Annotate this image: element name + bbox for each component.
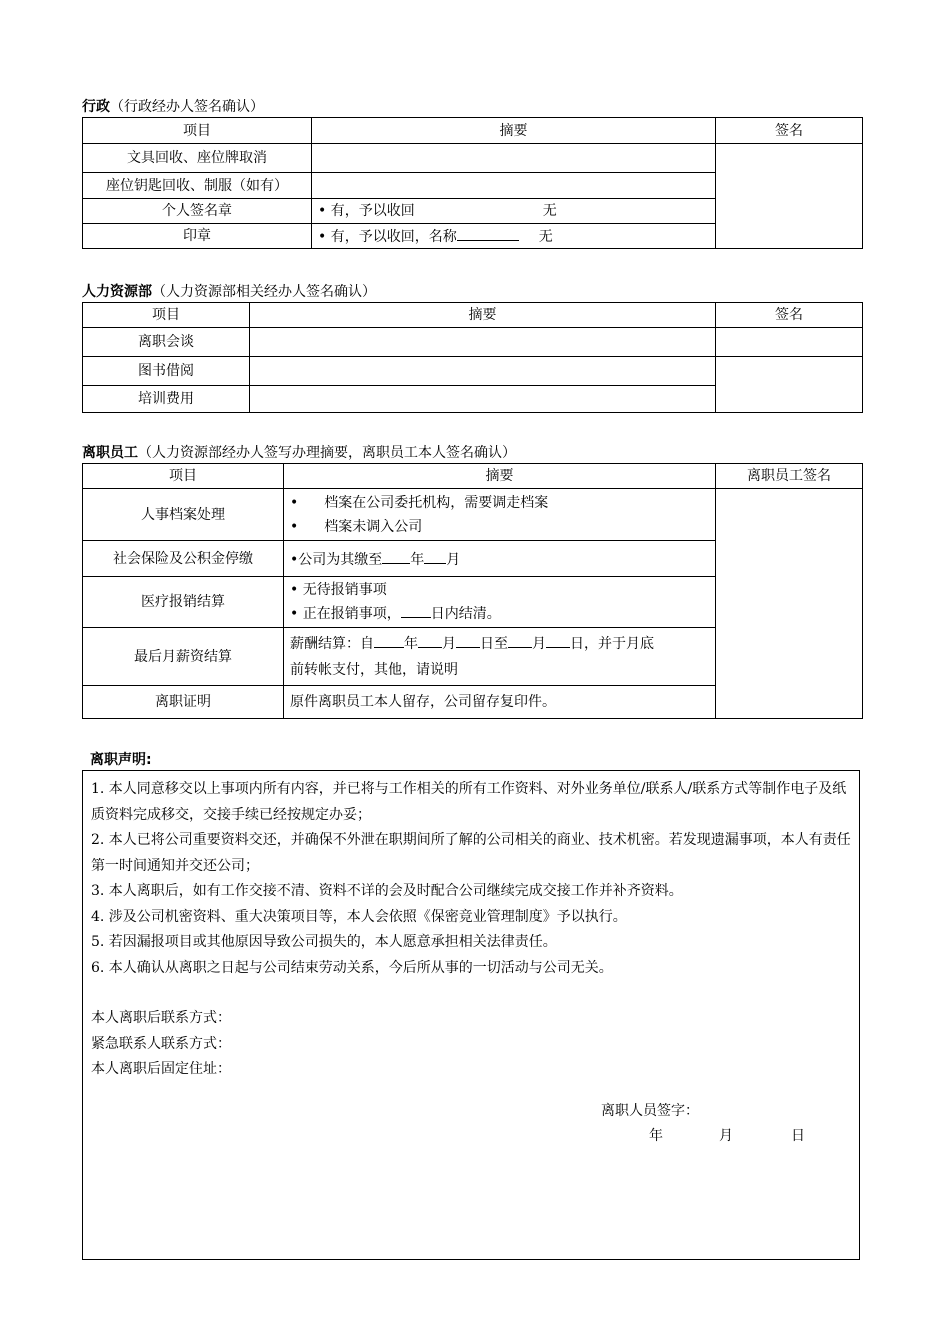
row-item: 个人签名章 [83,199,312,224]
declaration-item: 2. 本人已将公司重要资料交还，并确保不外泄在职期间所了解的公司相关的商业、技术机密。若发现遗漏事项，本人有责任第一时间通知并交还公司； [91,832,851,874]
seal-name-blank[interactable] [457,226,519,241]
row-summary[interactable] [312,173,716,199]
date-year: 年 [649,1128,663,1144]
declaration-title: 离职声明: [90,752,152,768]
row-item: 人事档案处理 [83,489,284,541]
header-item: 项目 [83,464,284,489]
declaration-item: 4. 涉及公司机密资料、重大决策项目等，本人会依照《保密竞业管理制度》予以执行。 [91,908,627,925]
bullet: • [290,582,299,598]
option-yes[interactable]: 有，予以收回 [330,203,415,219]
date-month: 月 [719,1128,733,1144]
month-label: 月 [442,635,456,652]
admin-signature-cell[interactable] [716,144,863,249]
declaration-box [82,770,860,1260]
option-line[interactable] [290,515,709,539]
header-signature: 签名 [716,303,863,328]
employee-signature-cell[interactable] [716,489,863,719]
summary-line: 前转帐支付，其他，请说明 [290,661,458,678]
bullet: • [290,606,299,622]
month-label: 月 [446,551,461,568]
days-blank[interactable] [401,603,431,618]
row-summary [284,541,716,577]
header-summary: 摘要 [284,464,716,489]
employee-heading [82,442,516,462]
summary-line [290,631,709,657]
row-summary[interactable] [250,357,716,386]
row-signature[interactable] [716,357,863,413]
option-text-end: 日内结清。 [430,606,501,622]
table-header-row [83,303,863,328]
from-month-blank[interactable] [418,633,442,648]
hr-heading [82,281,376,301]
table-header-row [83,464,863,489]
row-summary[interactable] [312,144,716,173]
from-day-blank[interactable] [456,633,480,648]
header-item: 项目 [83,118,312,144]
day-to-label: 日至 [480,635,508,652]
bullet: • [318,203,327,219]
option-line[interactable] [290,578,709,602]
hr-section [82,302,863,413]
admin-heading [82,96,264,116]
row-item: 离职会谈 [83,328,250,357]
header-summary: 摘要 [250,303,716,328]
employee-title: 离职员工 [82,445,138,461]
employee-note: （人力资源部经办人签写办理摘要，离职员工本人签名确认） [138,445,516,461]
salary-from-label: 薪酬结算：自 [290,635,374,652]
from-year-blank[interactable] [374,633,404,648]
header-summary: 摘要 [312,118,716,144]
signature-label[interactable]: 离职人员签字： [601,1103,699,1119]
row-summary[interactable] [250,386,716,413]
date-day: 日 [791,1128,805,1144]
declaration-item: 1. 本人同意移交以上事项内所有内容，并已将与工作相关的所有工作资料、对外业务单位/联系人/联系方式等制作电子及纸质资料完成移交，交接手续已经按规定办妥； [91,781,847,823]
option-line[interactable] [290,491,709,515]
to-day-blank[interactable] [546,633,570,648]
year-label: 年 [404,635,418,652]
bullet: • [290,518,299,535]
table-row [83,144,863,173]
row-item: 社会保险及公积金停缴 [83,541,284,577]
row-item: 离职证明 [83,686,284,719]
year-label: 年 [410,551,425,568]
option-no[interactable]: 无 [542,203,557,219]
option-no[interactable]: 无 [538,229,553,245]
row-summary [284,628,716,686]
declaration-item: 5. 若因漏报项目或其他原因导致公司损失的，本人愿意承担相关法律责任。 [91,934,557,950]
table-row [83,357,863,386]
contact-block [91,1006,851,1083]
option-text: 无待报销事项 [302,582,387,598]
month-blank[interactable] [424,549,446,564]
row-item: 医疗报销结算 [83,577,284,628]
hr-title: 人力资源部 [82,284,152,300]
admin-title: 行政 [82,99,110,115]
summary-text: •公司为其缴至 [290,551,383,568]
header-signature: 签名 [716,118,863,144]
admin-note: （行政经办人签名确认） [110,99,264,115]
hr-table [82,302,863,413]
header-signature: 离职员工签名 [716,464,863,489]
employee-table [82,463,863,719]
signature-date[interactable] [649,1124,805,1150]
row-signature[interactable] [716,328,863,357]
row-item: 文具回收、座位牌取消 [83,144,312,173]
table-row [83,328,863,357]
row-item: 培训费用 [83,386,250,413]
option-text: 档案在公司委托机构，需要调走档案 [324,494,549,511]
declaration-heading [90,749,152,769]
row-summary: 原件离职员工本人留存，公司留存复印件。 [284,686,716,719]
contact-field[interactable]: 本人离职后联系方式： [91,1010,231,1026]
year-blank[interactable] [382,549,410,564]
hr-note: （人力资源部相关经办人签名确认） [152,284,376,300]
option-yes[interactable]: 有，予以收回，名称 [330,229,457,245]
bullet: • [318,229,327,245]
option-text: 正在报销事项， [302,606,401,622]
to-month-blank[interactable] [508,633,532,648]
bullet: • [290,494,299,511]
row-summary[interactable] [250,328,716,357]
row-summary [284,489,716,541]
option-line[interactable] [290,602,709,626]
row-item: 座位钥匙回收、制服（如有） [83,173,312,199]
contact-field[interactable]: 紧急联系人联系方式： [91,1035,231,1052]
declaration-item: 6. 本人确认从离职之日起与公司结束劳动关系，今后所从事的一切活动与公司无关。 [91,959,613,976]
employee-section [82,463,863,719]
day-label: 日，并于月底 [570,635,654,652]
row-item: 图书借阅 [83,357,250,386]
row-summary [284,577,716,628]
row-summary [312,224,716,249]
row-item: 印章 [83,224,312,249]
month-label: 月 [532,635,546,652]
header-item: 项目 [83,303,250,328]
contact-field[interactable]: 本人离职后固定住址： [91,1061,231,1077]
row-item: 最后月薪资结算 [83,628,284,686]
admin-table [82,117,863,249]
table-row [83,489,863,541]
option-text: 档案未调入公司 [324,518,423,535]
row-summary [312,199,716,224]
table-header-row [83,118,863,144]
admin-section [82,117,863,249]
declaration-item: 3. 本人离职后，如有工作交接不清、资料不详的会及时配合公司继续完成交接工作并补齐资料。 [91,883,683,899]
